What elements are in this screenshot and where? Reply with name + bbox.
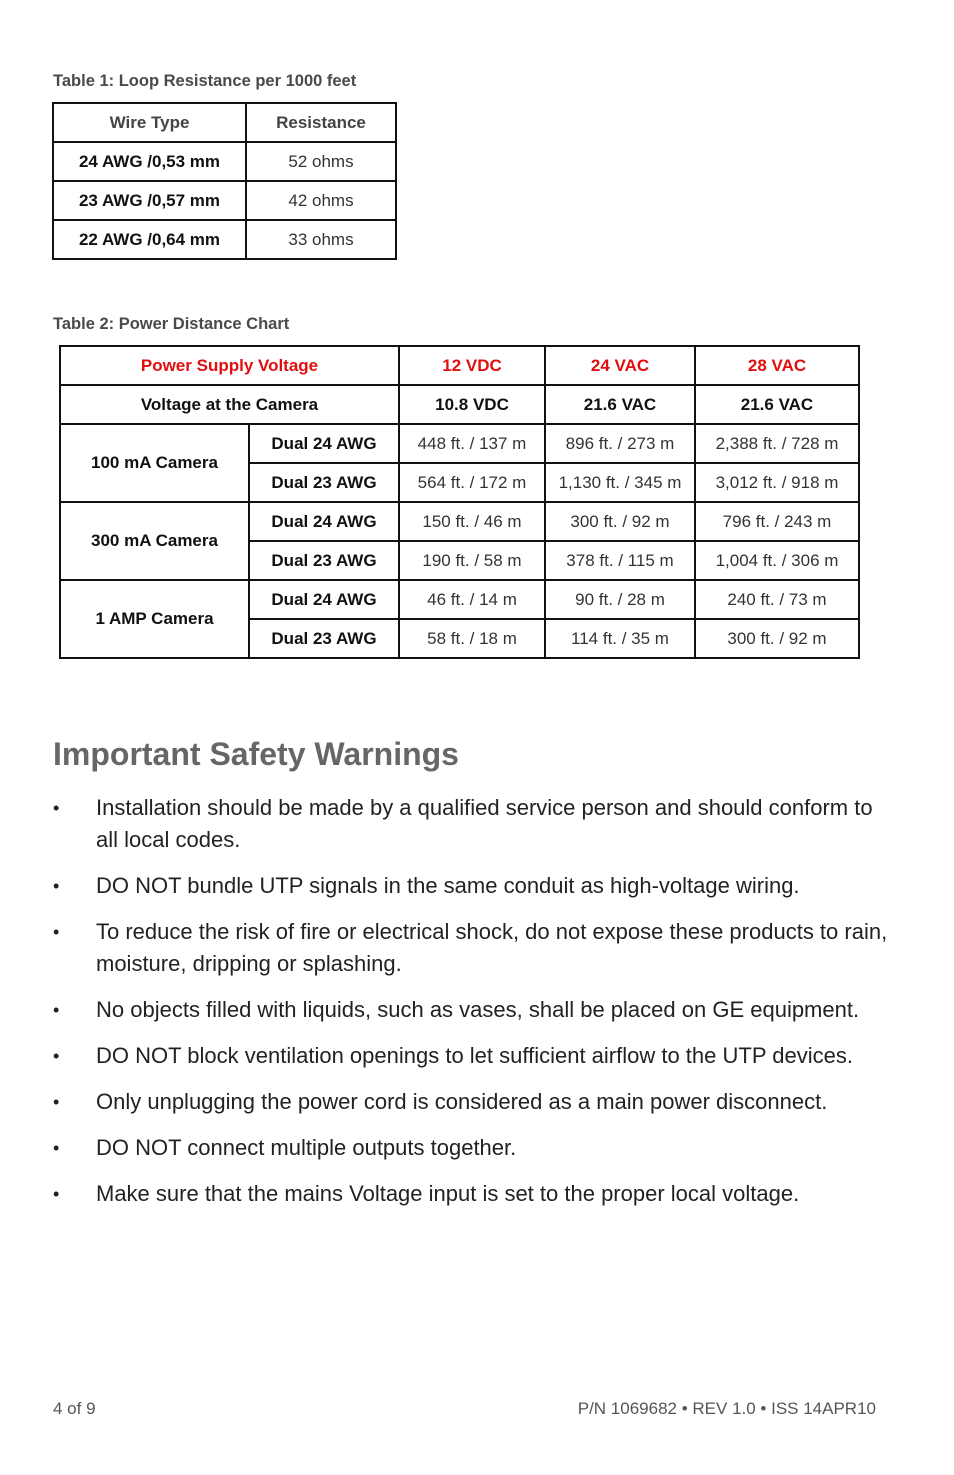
distance-cell: 300 ft. / 92 m bbox=[695, 619, 859, 658]
list-item bbox=[53, 1132, 893, 1164]
supply-voltage-value: 12 VDC bbox=[399, 346, 545, 385]
distance-cell: 46 ft. / 14 m bbox=[399, 580, 545, 619]
table-row bbox=[53, 142, 396, 181]
table-header-row bbox=[53, 103, 396, 142]
resistance-cell: 33 ohms bbox=[246, 220, 396, 259]
bullet-icon: • bbox=[53, 1138, 60, 1158]
header-resistance: Resistance bbox=[246, 103, 396, 142]
camera-voltage-value: 10.8 VDC bbox=[399, 385, 545, 424]
supply-voltage-row bbox=[60, 346, 859, 385]
warning-text: DO NOT bundle UTP signals in the same conduit as high-voltage wiring. bbox=[96, 873, 800, 898]
list-item bbox=[53, 994, 893, 1026]
distance-cell: 58 ft. / 18 m bbox=[399, 619, 545, 658]
camera-type-cell: 100 mA Camera bbox=[60, 424, 249, 502]
safety-heading: Important Safety Warnings bbox=[53, 736, 459, 772]
wire-cell: Dual 24 AWG bbox=[249, 502, 399, 541]
list-item bbox=[53, 916, 893, 980]
supply-voltage-value: 28 VAC bbox=[695, 346, 859, 385]
warning-text: Installation should be made by a qualified service person and should conform to all local codes. bbox=[96, 795, 873, 852]
bullet-icon: • bbox=[53, 1184, 60, 1204]
distance-cell: 300 ft. / 92 m bbox=[545, 502, 695, 541]
list-item bbox=[53, 1178, 893, 1210]
camera-voltage-value: 21.6 VAC bbox=[545, 385, 695, 424]
table2-caption: Table 2: Power Distance Chart bbox=[53, 315, 290, 333]
distance-cell: 240 ft. / 73 m bbox=[695, 580, 859, 619]
warning-text: Only unplugging the power cord is considered as a main power disconnect. bbox=[96, 1089, 828, 1114]
header-wire-type: Wire Type bbox=[53, 103, 246, 142]
warning-text: DO NOT connect multiple outputs together. bbox=[96, 1135, 517, 1160]
warning-text: To reduce the risk of fire or electrical shock, do not expose these products to rain, moisture, dripping or splashing. bbox=[96, 919, 888, 976]
distance-cell: 1,130 ft. / 345 m bbox=[545, 463, 695, 502]
bullet-icon: • bbox=[53, 798, 60, 818]
loop-resistance-table bbox=[52, 102, 397, 260]
warning-text: Make sure that the mains Voltage input is set to the proper local voltage. bbox=[96, 1181, 800, 1206]
distance-cell: 564 ft. / 172 m bbox=[399, 463, 545, 502]
warning-text: No objects filled with liquids, such as vases, shall be placed on GE equipment. bbox=[96, 997, 860, 1022]
table-row bbox=[60, 502, 859, 541]
wire-cell: Dual 24 AWG bbox=[249, 580, 399, 619]
bullet-icon: • bbox=[53, 922, 60, 942]
bullet-icon: • bbox=[53, 1046, 60, 1066]
wire-cell: Dual 23 AWG bbox=[249, 541, 399, 580]
camera-voltage-label: Voltage at the Camera bbox=[60, 385, 399, 424]
wire-type-cell: 23 AWG /0,57 mm bbox=[53, 181, 246, 220]
warning-text: DO NOT block ventilation openings to let sufficient airflow to the UTP devices. bbox=[96, 1043, 853, 1068]
safety-warnings-list bbox=[53, 792, 893, 1224]
table-row bbox=[53, 220, 396, 259]
table-row bbox=[53, 181, 396, 220]
distance-cell: 448 ft. / 137 m bbox=[399, 424, 545, 463]
table1-caption: Table 1: Loop Resistance per 1000 feet bbox=[53, 72, 357, 90]
wire-type-cell: 22 AWG /0,64 mm bbox=[53, 220, 246, 259]
wire-cell: Dual 23 AWG bbox=[249, 463, 399, 502]
supply-voltage-value: 24 VAC bbox=[545, 346, 695, 385]
list-item bbox=[53, 1086, 893, 1118]
resistance-cell: 42 ohms bbox=[246, 181, 396, 220]
page-number: 4 of 9 bbox=[53, 1399, 96, 1418]
supply-voltage-label: Power Supply Voltage bbox=[60, 346, 399, 385]
table-row bbox=[60, 424, 859, 463]
wire-cell: Dual 24 AWG bbox=[249, 424, 399, 463]
list-item bbox=[53, 1040, 893, 1072]
list-item bbox=[53, 792, 893, 856]
distance-cell: 114 ft. / 35 m bbox=[545, 619, 695, 658]
distance-cell: 2,388 ft. / 728 m bbox=[695, 424, 859, 463]
list-item bbox=[53, 870, 893, 902]
distance-cell: 1,004 ft. / 306 m bbox=[695, 541, 859, 580]
distance-cell: 150 ft. / 46 m bbox=[399, 502, 545, 541]
bullet-icon: • bbox=[53, 1000, 60, 1020]
power-distance-table bbox=[59, 345, 860, 659]
camera-voltage-row bbox=[60, 385, 859, 424]
bullet-icon: • bbox=[53, 876, 60, 896]
part-number: P/N 1069682 • REV 1.0 • ISS 14APR10 bbox=[577, 1399, 876, 1418]
bullet-icon: • bbox=[53, 1092, 60, 1112]
distance-cell: 796 ft. / 243 m bbox=[695, 502, 859, 541]
wire-cell: Dual 23 AWG bbox=[249, 619, 399, 658]
resistance-cell: 52 ohms bbox=[246, 142, 396, 181]
distance-cell: 896 ft. / 273 m bbox=[545, 424, 695, 463]
camera-voltage-value: 21.6 VAC bbox=[695, 385, 859, 424]
table-row bbox=[60, 580, 859, 619]
distance-cell: 190 ft. / 58 m bbox=[399, 541, 545, 580]
wire-type-cell: 24 AWG /0,53 mm bbox=[53, 142, 246, 181]
camera-type-cell: 300 mA Camera bbox=[60, 502, 249, 580]
distance-cell: 3,012 ft. / 918 m bbox=[695, 463, 859, 502]
distance-cell: 378 ft. / 115 m bbox=[545, 541, 695, 580]
camera-type-cell: 1 AMP Camera bbox=[60, 580, 249, 658]
distance-cell: 90 ft. / 28 m bbox=[545, 580, 695, 619]
